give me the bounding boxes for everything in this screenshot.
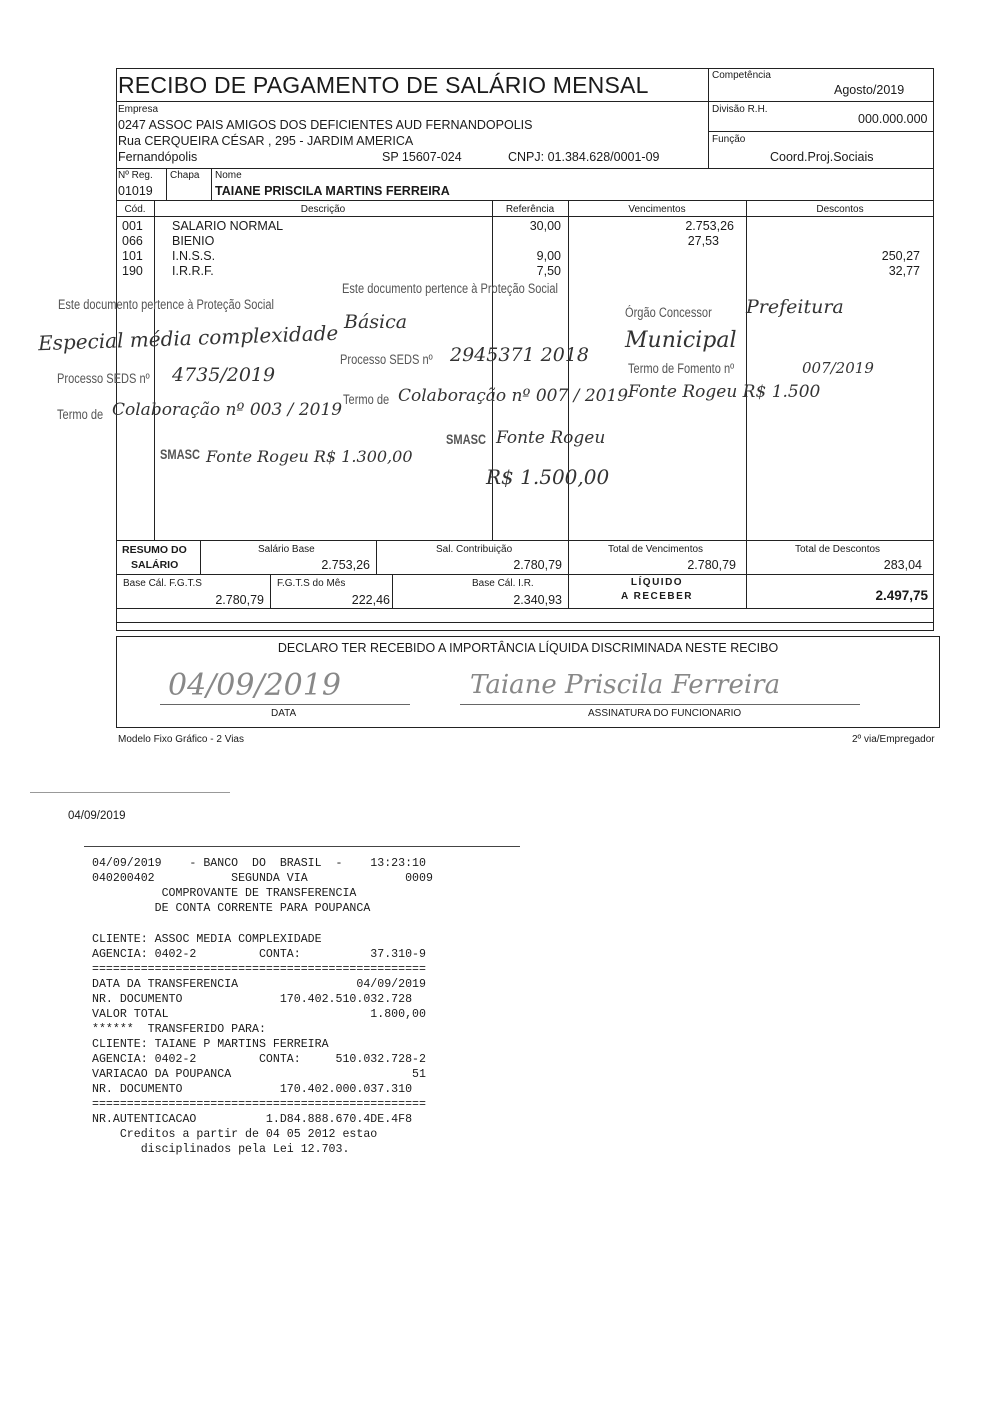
row-cod: 001 <box>122 219 143 233</box>
data-label: DATA <box>271 708 297 719</box>
empresa-value: 0247 ASSOC PAIS AMIGOS DOS DEFICIENTES AUD FERNANDOPOLIS <box>118 118 533 132</box>
row-referencia: 9,00 <box>536 249 561 263</box>
receipt-line: NR. DOCUMENTO 170.402.510.032.728 <box>92 993 413 1006</box>
receipt-line: CLIENTE: ASSOC MEDIA COMPLEXIDADE <box>92 933 322 946</box>
liquido-label: A RECEBER <box>620 591 694 602</box>
salario-base-label: Salário Base <box>258 544 315 555</box>
fgts-mes-value: 222,46 <box>351 593 390 607</box>
receipt-line: 040200402 SEGUNDA VIA 0009 <box>92 872 433 885</box>
endereco-value: Rua CERQUEIRA CÉSAR , 295 - JARDIM AMERICA <box>118 134 414 148</box>
receipt-line: disciplinados pela Lei 12.703. <box>92 1143 350 1156</box>
receipt-line: AGENCIA: 0402-2 CONTA: 510.032.728-2 <box>92 1053 426 1066</box>
receipt-separator: ================================================ <box>92 1098 426 1111</box>
empresa-label: Empresa <box>118 104 159 115</box>
modelo-label: Modelo Fixo Gráfico - 2 Vias <box>118 734 244 745</box>
row-descricao: I.R.R.F. <box>172 264 214 278</box>
stamp-pertence: Este documento pertence à Proteção Social <box>342 281 559 296</box>
handwriting-municipal: Municipal <box>625 328 737 353</box>
sal-contrib-value: 2.780,79 <box>513 558 562 572</box>
row-descricao: SALARIO NORMAL <box>172 219 284 233</box>
row-vencimentos: 27,53 <box>687 234 719 248</box>
stamp-orgao-concessor: Órgão Concessor <box>625 305 712 320</box>
handwriting-fonte: Fonte Rogeu R$ 1.300,00 <box>206 447 413 466</box>
total-desc-value: 283,04 <box>883 558 922 572</box>
via-label: 2º via/Empregador <box>852 734 935 745</box>
handwriting-especial: Especial média complexidade <box>37 320 339 356</box>
handwriting-processo: 4735/2019 <box>172 364 276 386</box>
declaration-text: DECLARO TER RECEBIDO A IMPORTÂNCIA LÍQUIDA DISCRIMINADA NESTE RECIBO <box>277 641 779 655</box>
stamp-termo-colaboracao: Termo de <box>57 407 104 422</box>
handwriting-fonte: Fonte Rogeu <box>496 428 606 448</box>
stamp-processo-seds: Processo SEDS nº <box>340 352 433 367</box>
col-vencimentos-header: Vencimentos <box>628 204 686 215</box>
receipt-line: 04/09/2019 - BANCO DO BRASIL - 13:23:10 <box>92 857 426 870</box>
col-cod-header: Cód. <box>124 204 146 215</box>
receipt-line: AGENCIA: 0402-2 CONTA: 37.310-9 <box>92 948 426 961</box>
stamp-termo-fomento: Termo de Fomento nº <box>628 361 735 376</box>
sal-contrib-label: Sal. Contribuição <box>436 544 513 555</box>
nreg-label: Nº Reg. <box>118 170 153 181</box>
stamp-termo-colaboracao: Termo de <box>343 392 390 407</box>
competencia-label: Competência <box>712 70 771 81</box>
employee-signature: Taiane Priscila Ferreira <box>470 670 781 700</box>
receipt-print-date: 04/09/2019 <box>68 810 126 822</box>
stamp-pertence: Este documento pertence à Proteção Social <box>58 297 275 312</box>
nome-label: Nome <box>215 170 242 181</box>
row-descontos: 250,27 <box>881 249 920 263</box>
receipt-line: ****** TRANSFERIDO PARA: <box>92 1023 266 1036</box>
receipt-line: Creditos a partir de 04 05 2012 estao <box>92 1128 378 1141</box>
row-referencia: 7,50 <box>536 264 561 278</box>
divisao-label: Divisão R.H. <box>712 104 768 115</box>
assinatura-label: ASSINATURA DO FUNCIONARIO <box>588 708 742 719</box>
handwriting-processo: 2945371 2018 <box>450 344 590 366</box>
salario-base-value: 2.753,26 <box>321 558 370 572</box>
base-ir-label: Base Cál. I.R. <box>472 578 534 589</box>
receipt-line: NR.AUTENTICACAO 1.D84.888.670.4DE.4F8 <box>92 1113 413 1126</box>
row-cod: 101 <box>122 249 143 263</box>
competencia-value: Agosto/2019 <box>834 83 905 97</box>
total-venc-label: Total de Vencimentos <box>608 544 704 555</box>
handwriting-prefeitura: Prefeitura <box>746 296 844 318</box>
row-descontos: 32,77 <box>888 264 920 278</box>
stamp-smasc: SMASC <box>446 432 486 447</box>
divisao-value: 000.000.000 <box>858 112 928 126</box>
receipt-line: VARIACAO DA POUPANCA 51 <box>92 1068 426 1081</box>
handwriting-fonte: Fonte Rogeu R$ 1.500 <box>628 382 821 402</box>
col-descricao-header: Descrição <box>300 204 346 215</box>
receipt-line: DE CONTA CORRENTE PARA POUPANCA <box>92 902 371 915</box>
receipt-line: COMPROVANTE DE TRANSFERENCIA <box>92 887 357 900</box>
receipt-line: NR. DOCUMENTO 170.402.000.037.310 <box>92 1083 413 1096</box>
nreg-value: 01019 <box>118 184 153 198</box>
liquido-value: 2.497,75 <box>875 588 928 603</box>
row-cod: 190 <box>122 264 143 278</box>
funcao-value: Coord.Proj.Sociais <box>770 150 874 164</box>
receipt-line: VALOR TOTAL 1.800,00 <box>92 1008 426 1021</box>
uf-cep-value: SP 15607-024 <box>382 150 462 164</box>
total-venc-value: 2.780,79 <box>687 558 736 572</box>
base-ir-value: 2.340,93 <box>513 593 562 607</box>
employee-name: TAIANE PRISCILA MARTINS FERREIRA <box>215 184 450 198</box>
total-desc-label: Total de Descontos <box>795 544 881 555</box>
chapa-label: Chapa <box>170 170 200 181</box>
stamp-smasc: SMASC <box>160 447 200 462</box>
handwriting-fomento: 007/2019 <box>802 359 874 377</box>
cidade-value: Fernandópolis <box>118 150 198 164</box>
handwriting-basica: Básica <box>344 311 408 333</box>
cnpj-value: CNPJ: 01.384.628/0001-09 <box>508 150 660 164</box>
handwriting-valor: R$ 1.500,00 <box>486 465 610 489</box>
base-fgts-label: Base Cál. F.G.T.S <box>123 578 202 589</box>
funcao-label: Função <box>712 134 746 145</box>
col-descontos-header: Descontos <box>816 204 864 215</box>
handwritten-date: 04/09/2019 <box>168 668 341 703</box>
base-fgts-value: 2.780,79 <box>215 593 264 607</box>
receipt-separator: ================================================ <box>92 963 426 976</box>
document-title: RECIBO DE PAGAMENTO DE SALÁRIO MENSAL <box>118 72 649 98</box>
row-cod: 066 <box>122 234 143 248</box>
fgts-mes-label: F.G.T.S do Mês <box>277 578 346 589</box>
receipt-line: CLIENTE: TAIANE P MARTINS FERREIRA <box>92 1038 329 1051</box>
resumo-label: SALÁRIO <box>131 559 179 571</box>
handwriting-colaboracao: Colaboração nº 003 / 2019 <box>112 400 343 420</box>
row-descricao: I.N.S.S. <box>172 249 216 263</box>
liquido-label: LÍQUIDO <box>630 577 684 588</box>
receipt-line: DATA DA TRANSFERENCIA 04/09/2019 <box>92 978 426 991</box>
resumo-label: RESUMO DO <box>122 544 187 556</box>
col-referencia-header: Referência <box>505 204 555 215</box>
stamp-processo-seds: Processo SEDS nº <box>57 371 150 386</box>
handwriting-colaboracao: Colaboração nº 007 / 2019 <box>398 386 629 406</box>
row-referencia: 30,00 <box>529 219 561 233</box>
row-vencimentos: 2.753,26 <box>685 219 734 233</box>
row-descricao: BIENIO <box>172 234 215 248</box>
